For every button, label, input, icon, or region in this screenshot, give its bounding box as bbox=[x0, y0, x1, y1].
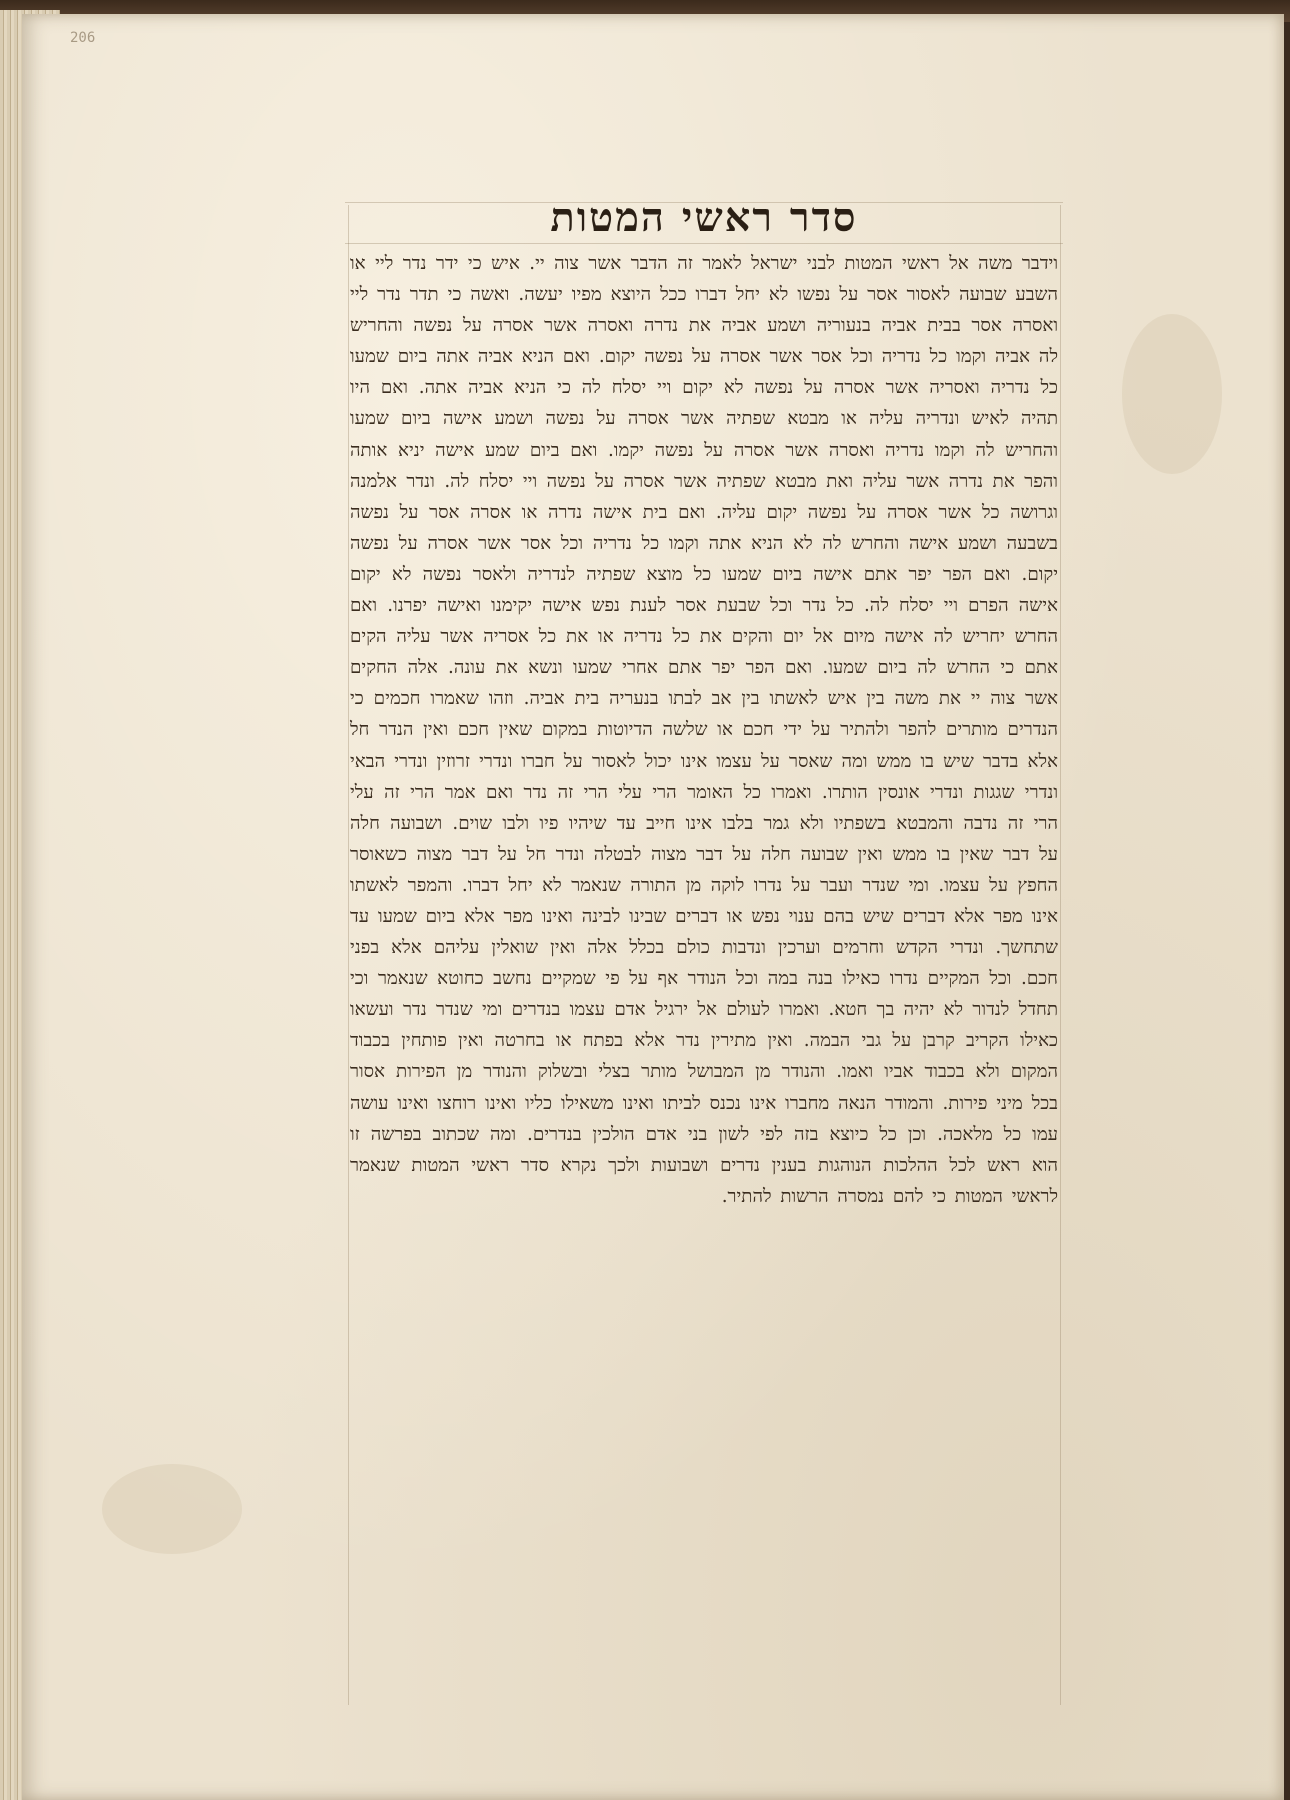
section-heading: סדר ראשי המטות bbox=[550, 194, 858, 241]
paper-stain bbox=[102, 1464, 242, 1554]
margin-rule-right bbox=[1060, 205, 1061, 1705]
manuscript-text-block bbox=[350, 248, 1058, 1338]
margin-rule-left bbox=[348, 205, 349, 1705]
folio-number: 206 bbox=[70, 30, 96, 46]
paper-stain bbox=[1122, 314, 1222, 474]
ruling-line bbox=[345, 243, 1063, 244]
manuscript-paragraph: וידבר משה אל ראשי המטות לבני ישראל לאמר זה הדבר אשר צוה יי. איש כי ידר נדר ליי או השבע שבועה לאסור אסר על נפשו לא יחל דברו ככל היוצא מפיו יעשה. ואשה כי תדר נדר ליי ואסרה אסר בבית אביה בנעוריה ושמע אביה את נדרה ואסרה אשר אסרה על נפשה והחריש לה אביה וקמו כל נדריה וכל אסר אשר אסרה על נפשה יקום. ואם הניא אביה אתה ביום שמעו כל נדריה ואסריה אשר אסרה על נפשה לא יקום ויי יסלח לה כי הניא אביה אתה. ואם היו תהיה לאיש ונדריה עליה או מבטא שפתיה אשר אסרה על נפשה ושמע אישה ביום שמעו והחריש לה וקמו נדריה ואסרה אשר אסרה על נפשה יקמו. ואם ביום שמע אישה יניא אותה והפר את נדרה אשר עליה ואת מבטא שפתיה אשר אסרה על נפשה ויי יסלח לה. ונדר אלמנה וגרושה כל אשר אסרה על נפשה יקום עליה. ואם בית אישה נדרה או אסרה אסר על נפשה בשבעה ושמע אישה והחרש לה לא הניא אתה וקמו כל נדריה וכל אסר אשר אסרה על נפשה יקום. ואם הפר יפר אתם אישה ביום שמעו כל מוצא שפתיה לנדריה ולאסר נפשה לא יקום אישה הפרם ויי יסלח לה. כל נדר וכל שבעת אסר לענת נפש אישה יקימנו ואישה יפרנו. ואם החרש יחריש לה אישה מיום אל יום והקים את כל נדריה או את כל אסריה אשר עליה הקים אתם כי החרש לה ביום שמעו. ואם הפר יפר אתם אחרי שמעו ונשא את עונה. אלה החקים אשר צוה יי את משה בין איש לאשתו בין אב לבתו בנעריה בית אביה. וזהו שאמרו חכמים כי הנדרים מותרים להפר ולהתיר על ידי חכם או שלשה הדיוטות במקום שאין חכם ואין הנדר חל אלא בדבר שיש בו ממש ומה שאסר על עצמו אינו יכול לאסור על חברו ונדרי זרוזין ונדרי הבאי ונדרי שגגות ונדרי אונסין הותרו. ואמרו כל האומר הרי עלי הרי זה נדר ואם אמר הרי זה עלי הרי זה נדבה והמבטא בשפתיו ולא גמר בלבו אינו חייב עד שיהיו פיו ולבו שוים. ושבועה חלה על דבר שאין בו ממש ואין שבועה חלה על דבר מצוה לבטלה ונדר חל על דבר מצוה כשאוסר החפץ על עצמו. ומי שנדר ועבר על נדרו לוקה מן התורה שנאמר לא יחל דברו. והמפר לאשתו אינו מפר אלא דברים שיש בהם ענוי נפש או דברים שבינו לבינה ואינו מפר אלא ביום שמעו עד שתחשך. ונדרי הקדש וחרמים וערכין ונדבות כולם בכלל אלה ואין שואלין עליהם אלא בפני חכם. וכל המקיים נדרו כאילו בנה במה וכל הנודר אף על פי שמקיים נחשב כחוטא שנאמר וכי תחדל לנדור לא יהיה בך חטא. ואמרו לעולם אל ירגיל אדם עצמו בנדרים ומי שנדר נדר ועשאו כאילו הקריב קרבן על גבי הבמה. ואין מתירין נדר אלא בפתח או בחרטה ואין פותחין בכבוד המקום ולא בכבוד אביו ואמו. והנודר מן המבושל מותר בצלי ובשלוק והנודר מן הפירות אסור בכל מיני פירות. והמודר הנאה מחברו אינו נכנס לביתו ואינו משאילו כליו ואינו רוחצו ואינו עושה עמו כל מלאכה. וכן כל כיוצא בזה לפי לשון בני אדם הולכין בנדרים. ומה שכתוב בפרשה זו הוא ראש לכל ההלכות הנוהגות בענין נדרים ושבועות ולכך נקרא סדר ראשי המטות שנאמר לראשי המטות כי להם נמסרה הרשות להתיר. bbox=[350, 253, 1058, 1207]
